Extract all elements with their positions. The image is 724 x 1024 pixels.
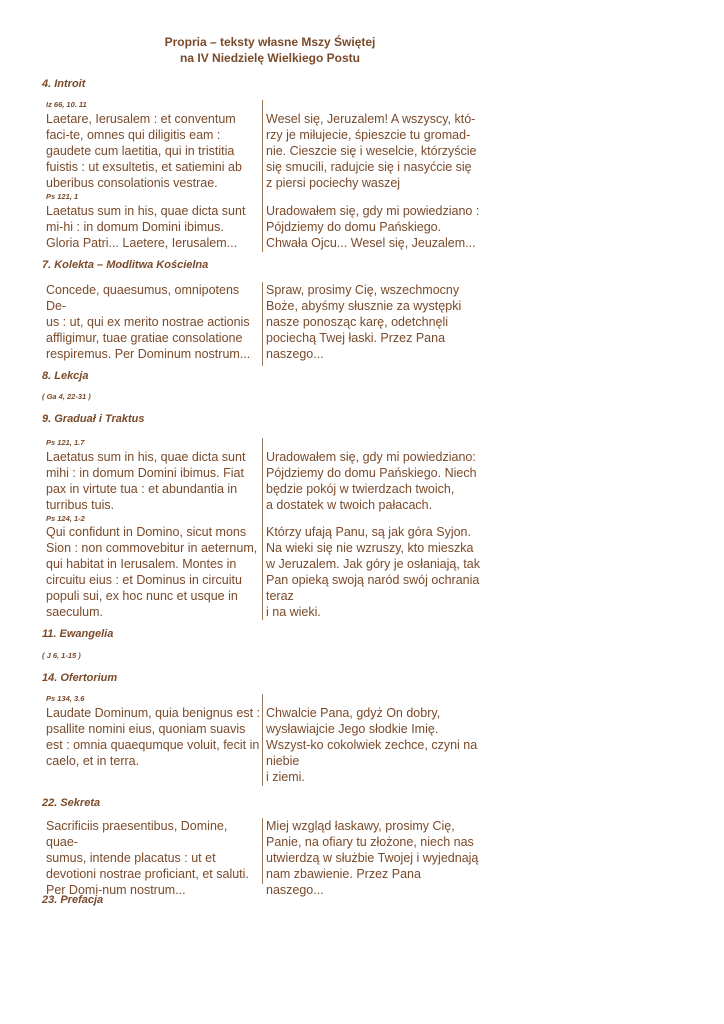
- latin-text: Concede, quaesumus, omnipotens De- us : ut, qui ex merito nostrae actionis affligimur, tuae gratiae consolatione respiremus. Per Dominum nostrum...: [46, 283, 251, 361]
- polish-text: Miej wzgląd łaskawy, prosimy Cię, Panie, na ofiary tu złożone, niech nas utwierdzą w służbie Twojej i wyjednają nam zbawienie. Przez Pana naszego...: [266, 819, 479, 897]
- polish-text: Uradowałem się, gdy mi powiedziano: Pójdziemy do domu Pańskiego. Niech będzie pokój w twierdzach twoich, a dostatek w twoich pałacach.: [266, 450, 477, 512]
- column-divider: [262, 818, 263, 884]
- scripture-reference: Ps 121, 1: [46, 192, 79, 201]
- scripture-reference: Ps 121, 1.7: [46, 438, 85, 447]
- scripture-reference: Iz 66, 10. 11: [46, 100, 87, 109]
- scripture-reference: ( J 6, 1-15 ): [42, 651, 81, 660]
- latin-text: Laetatus sum in his, quae dicta sunt mihi : in domum Domini ibimus. Fiat pax in virtute tua : et abundantia in turribus tuis.: [46, 450, 246, 512]
- section-heading-prefacja: 23. Prefacja: [42, 894, 104, 906]
- polish-text: Uradowałem się, gdy mi powiedziano : Pójdziemy do domu Pańskiego. Chwała Ojcu... Wesel się, Jeuzalem...: [266, 204, 480, 250]
- section-heading-ewangelia: 11. Ewangelia: [42, 628, 114, 640]
- polish-text: Chwalcie Pana, gdyż On dobry, wysławiajcie Jego słodkie Imię. Wszyst-ko cokolwiek zechce, czyni na niebie i ziemi.: [266, 706, 478, 784]
- section-heading-introit: 4. Introit: [42, 78, 86, 90]
- section-heading-ofertorium: 14. Ofertorium: [42, 672, 118, 684]
- latin-text: Laetare, Ierusalem : et conventum faci-te, omnes qui diligitis eam : gaudete cum laetitia, qui in tristitia fuistis : ut exsultetis, et satiemini ab uberibus consolationis vestrae.: [46, 112, 242, 190]
- section-heading-sekreta: 22. Sekreta: [42, 797, 101, 809]
- scripture-reference: Ps 124, 1-2: [46, 514, 85, 523]
- scripture-reference: ( Ga 4, 22-31 ): [42, 392, 91, 401]
- latin-text: Laudate Dominum, quia benignus est : psallite nomini eius, quoniam suavis est : omnia quaequmque voluit, fecit in caelo, et in terra.: [46, 706, 261, 768]
- section-heading-gradual: 9. Graduał i Traktus: [42, 413, 145, 425]
- section-heading-kolekta: 7. Kolekta – Modlitwa Kościelna: [42, 259, 209, 271]
- latin-text: Laetatus sum in his, quae dicta sunt mi-hi : in domum Domini ibimus. Gloria Patri... Laetere, Ierusalem...: [46, 204, 246, 250]
- polish-text: Którzy ufają Panu, są jak góra Syjon. Na wieki się nie wzruszy, kto mieszka w Jeruzalem. Jak góry je osłaniają, tak Pan opieką swoją naród swój ochrania teraz i na wieki.: [266, 525, 480, 619]
- document-title-line-1: Propria – teksty własne Mszy Świętej: [164, 35, 376, 49]
- column-divider: [262, 100, 263, 252]
- scripture-reference: Ps 134, 3.6: [46, 694, 85, 703]
- section-heading-lekcja: 8. Lekcja: [42, 370, 89, 382]
- column-divider: [262, 694, 263, 786]
- column-divider: [262, 282, 263, 366]
- latin-text: Sacrificiis praesentibus, Domine, quae- sumus, intende placatus : ut et devotioni nostrae proficiant, et saluti. Per Domi-num nostrum...: [46, 819, 249, 897]
- latin-text: Qui confidunt in Domino, sicut mons Sion : non commovebitur in aeternum, qui habitat in Ierusalem. Montes in circuitu eius : et Dominus in circuitu populi sui, ex hoc nunc et usque in saeculum.: [46, 525, 258, 619]
- polish-text: Wesel się, Jeruzalem! A wszyscy, któ- rzy je miłujecie, śpieszcie tu gromad- nie. Cieszcie się i weselcie, którzyście się smucili, radujcie się i nasyćcie się z piersi pociechy waszej: [266, 112, 477, 190]
- polish-text: Spraw, prosimy Cię, wszechmocny Boże, abyśmy słusznie za występki nasze ponosząc karę, odetchnęli pociechą Twej łaski. Przez Pana naszego...: [266, 283, 462, 361]
- document-title-line-2: na IV Niedzielę Wielkiego Postu: [180, 51, 360, 65]
- column-divider: [262, 438, 263, 620]
